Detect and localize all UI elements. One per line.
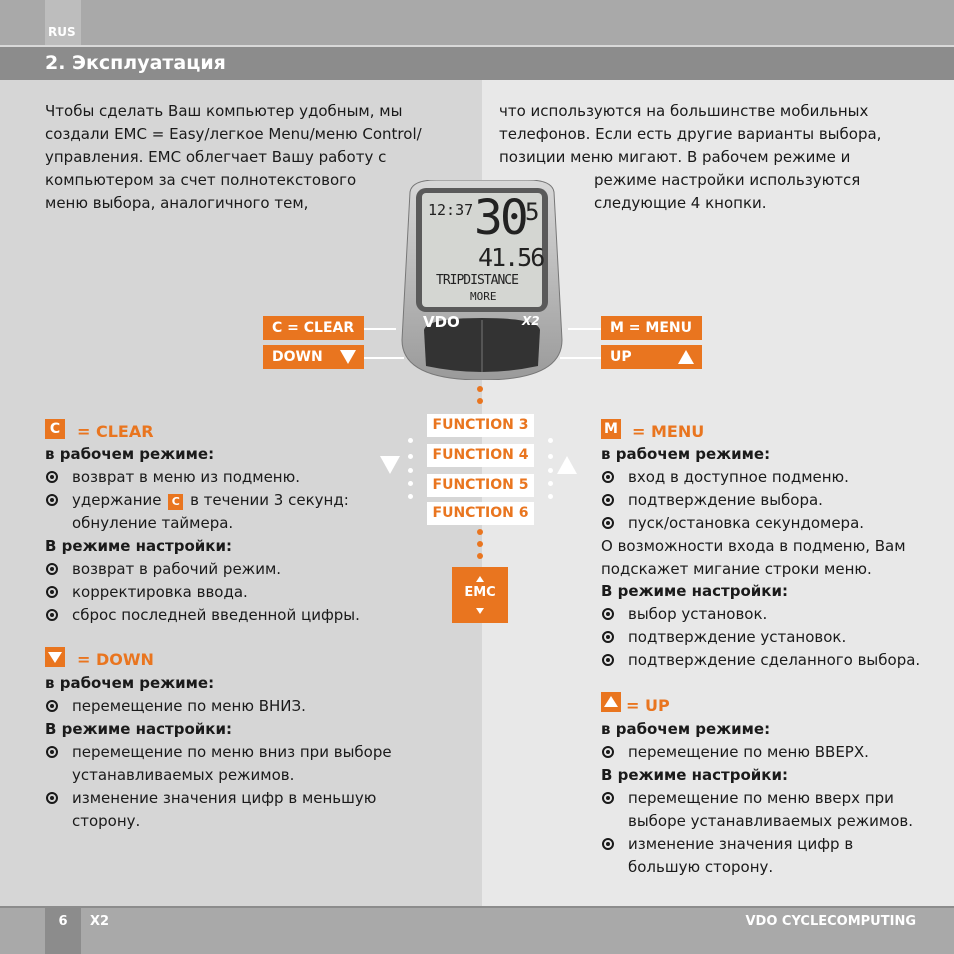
connector-dot	[477, 553, 483, 559]
device-brand: VDO	[423, 313, 460, 331]
leader-line	[364, 328, 396, 330]
up-heading: = UP	[626, 696, 670, 715]
list-item: корректировка ввода.	[45, 581, 248, 604]
down-triangle-icon	[340, 350, 356, 364]
intro-left: Чтобы сделать Ваш компьютер удобным, мы создали EMC = Easy/легкое Menu/меню Control/ управления. EMC облегчает Вашу работу с компьютером за счет полнотекстового меню выбора, аналогичного тем,	[45, 102, 422, 212]
list-item: изменение значения цифр в большую сторону.	[601, 833, 853, 879]
label-down	[263, 345, 364, 369]
list-item: возврат в меню из подменю.	[45, 466, 300, 489]
section-title: 2. Эксплуатация	[0, 47, 954, 80]
list-item: перемещение по меню ВНИЗ.	[45, 695, 306, 718]
emc-logo-text: EMC	[464, 585, 496, 600]
emc-logo	[452, 567, 508, 623]
list-item: перемещение по меню вниз при выборе устанавливаемых режимов.	[45, 741, 392, 787]
footer	[0, 908, 954, 954]
device-distance: 41.56	[478, 243, 544, 272]
leader-line	[364, 357, 404, 359]
down-heading: = DOWN	[77, 650, 154, 669]
footer-model: X2	[90, 914, 110, 929]
connector-dot	[477, 386, 483, 392]
device-speed: 30	[474, 190, 526, 246]
language-tab: RUS	[45, 0, 81, 45]
up-sub2: В режиме настройки:	[601, 766, 788, 784]
down-key-icon	[45, 647, 65, 667]
c-key-inline-icon: C	[168, 494, 183, 510]
page-number: 6	[45, 908, 81, 954]
emc-down-icon	[476, 608, 484, 614]
down-arrow-icon	[380, 456, 400, 474]
connector-dot	[548, 468, 553, 473]
intro-right-top: что используются на большинстве мобильных телефонов. Если есть другие варианты выбора, позиции меню мигают. В рабочем режиме и	[499, 102, 882, 166]
list-item: перемещение по меню вверх при выборе устанавливаемых режимов.	[601, 787, 913, 833]
footer-brand: VDO CYCLECOMPUTING	[745, 914, 916, 929]
device-line2: MORE	[470, 290, 497, 303]
menu-sub2: В режиме настройки:	[601, 582, 788, 600]
list-item: подтверждение выбора.	[601, 489, 823, 512]
connector-dot	[477, 541, 483, 547]
connector-dot	[408, 481, 413, 486]
connector-dot	[548, 481, 553, 486]
m-key-icon: M	[601, 419, 621, 439]
function-label: FUNCTION 3	[427, 414, 534, 437]
up-sub1: в рабочем режиме:	[601, 720, 771, 738]
top-bar	[0, 0, 954, 45]
list-item: выбор установок.	[601, 603, 767, 626]
emc-up-icon	[476, 576, 484, 582]
label-c-clear: C = CLEAR	[263, 316, 364, 340]
label-up-text: UP	[610, 349, 632, 365]
device-clock: 12:37	[428, 201, 474, 219]
up-triangle-icon	[678, 350, 694, 364]
up-arrow-icon	[557, 456, 577, 474]
leader-line	[568, 328, 601, 330]
leader-line	[560, 357, 601, 359]
connector-dot	[408, 468, 413, 473]
clear-sub2: В режиме настройки:	[45, 537, 232, 555]
up-key-icon	[601, 692, 621, 712]
device-line1: TRIPDISTANCE	[436, 273, 518, 288]
list-item: подтверждение установок.	[601, 626, 846, 649]
connector-dot	[548, 454, 553, 459]
list-item: удержание C в течении 3 секунд: обнуление таймера.	[45, 489, 349, 535]
connector-dot	[548, 438, 553, 443]
label-up	[601, 345, 702, 369]
label-m-menu: M = MENU	[601, 316, 702, 340]
list-item: перемещение по меню ВВЕРХ.	[601, 741, 869, 764]
list-item: возврат в рабочий режим.	[45, 558, 281, 581]
list-item: вход в доступное подменю.	[601, 466, 849, 489]
menu-note: О возможности входа в подменю, Вам подскажет мигание строки меню.	[601, 537, 906, 578]
clear-sub1: в рабочем режиме:	[45, 445, 215, 463]
connector-dot	[408, 494, 413, 499]
list-item: пуск/остановка секундомера.	[601, 512, 864, 535]
down-sub2: В режиме настройки:	[45, 720, 232, 738]
list-item: сброс последней введенной цифры.	[45, 604, 360, 627]
device-speed-small: 5	[525, 198, 540, 226]
connector-dot	[477, 529, 483, 535]
function-label: FUNCTION 4	[427, 444, 534, 467]
connector-dot	[408, 438, 413, 443]
function-label: FUNCTION 5	[427, 474, 534, 497]
down-sub1: в рабочем режиме:	[45, 674, 215, 692]
intro-right-bottom: режиме настройки используются следующие 4 кнопки.	[594, 171, 861, 212]
connector-dot	[408, 454, 413, 459]
list-item: подтверждение сделанного выбора.	[601, 649, 920, 672]
device-model: X2	[522, 314, 540, 328]
c-key-icon: C	[45, 419, 65, 439]
menu-heading: = MENU	[632, 422, 705, 441]
clear-heading: = CLEAR	[77, 422, 154, 441]
label-down-text: DOWN	[272, 349, 323, 365]
menu-sub1: в рабочем режиме:	[601, 445, 771, 463]
connector-dot	[477, 398, 483, 404]
function-label: FUNCTION 6	[427, 502, 534, 525]
connector-dot	[548, 494, 553, 499]
list-item: изменение значения цифр в меньшую сторону.	[45, 787, 376, 833]
